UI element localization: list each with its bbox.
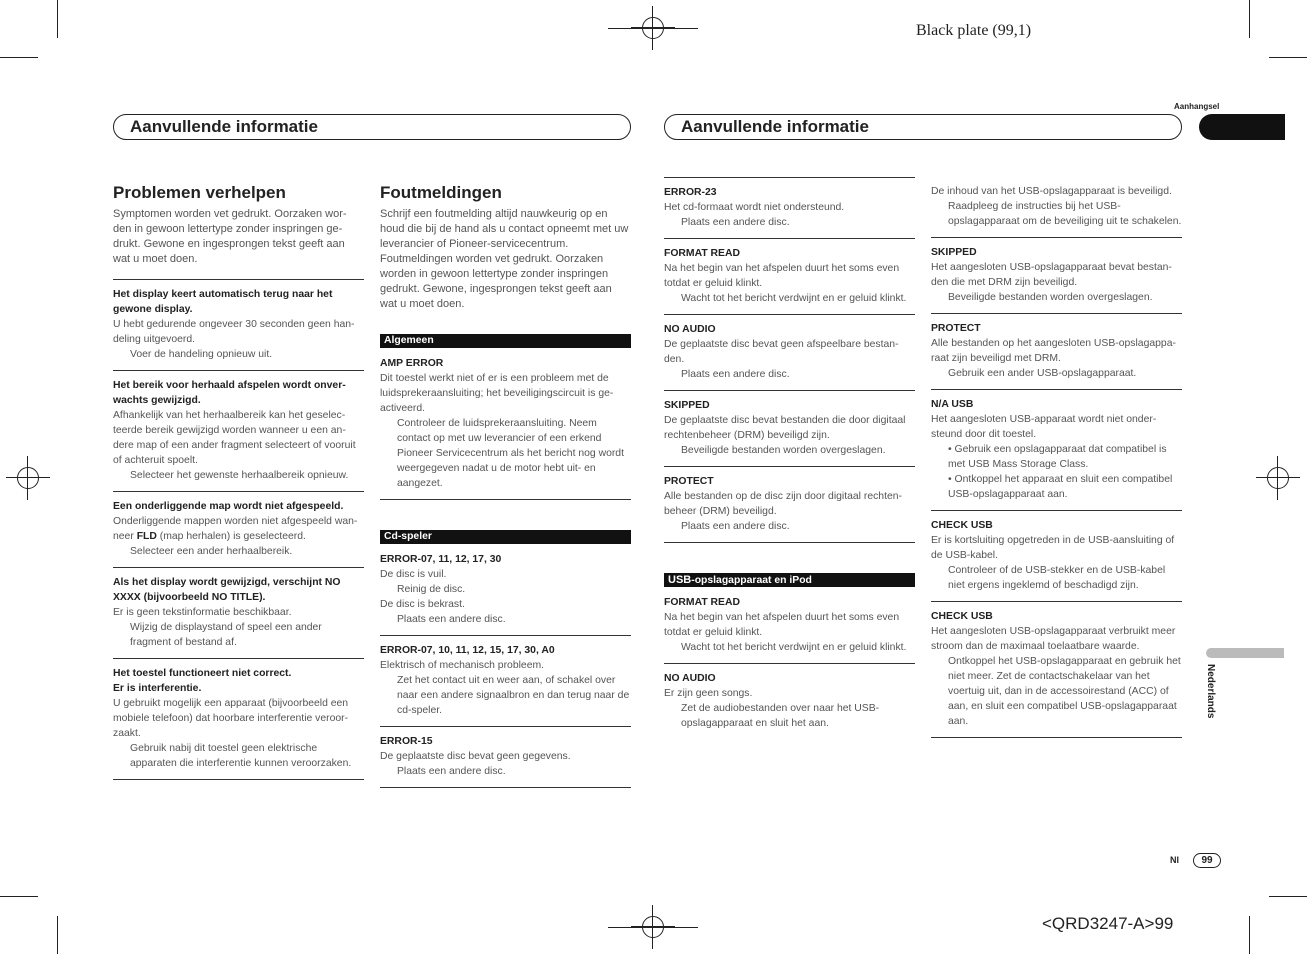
plate-label: Black plate (99,1): [916, 22, 1032, 39]
crop-mark-tl-h: [0, 57, 38, 58]
error-item: PROTECT Alle bestanden op de disc zijn door digitaal rechten-beheer (DRM) beveiligd. Plaats een andere disc.: [664, 466, 915, 543]
error-messages-intro: Schrijf een foutmelding altijd nauwkeurig op en houd die bij de hand als u contact opneemt met uw leverancier of Pioneer-servicecentrum. Foutmeldingen worden vet gedrukt. Oorzaken worden in gewoon lettertype zonder inspringen gedrukt. Gewone, ingesprongen tekst geeft aan wat u moet doen.: [380, 208, 629, 310]
trouble-item: Het display keert automatisch terug naar het gewone display. U hebt gedurende ongeveer 30 seconden geen han-deling uitgevoerd. Voer de handeling opnieuw uit.: [113, 279, 364, 370]
registration-mark-left: [6, 456, 50, 500]
trouble-item: Als het display wordt gewijzigd, verschijnt NO XXXX (bijvoorbeeld NO TITLE). Er is geen tekstinformatie beschikbaar. Wijzig de displaystand of speel een ander fragment of bestand af.: [113, 567, 364, 658]
troubleshooting-intro: Symptomen worden vet gedrukt. Oorzaken wor-den in gewoon lettertype zonder inspringen ge-drukt. Gewone en ingesprongen tekst geeft aan wat u moet doen.: [113, 208, 347, 265]
error-item: AMP ERROR Dit toestel werkt niet of er is een probleem met de luidsprekeraansluiting; het beveiligingscircuit is ge-activeerd. Controleer de luidsprekeraansluiting. Neem contact op met uw leverancier of een erkend Pioneer Servicecentrum als het bericht nog wordt weergegeven nadat u de motor hebt uit- en aangezet.: [380, 358, 624, 489]
header-left-title: Aanvullende informatie: [130, 117, 318, 136]
error-item: ERROR-07, 11, 12, 17, 30 De disc is vuil. Reinig de disc. De disc is bekrast. Plaats een andere disc.: [380, 554, 506, 625]
error-item: FORMAT READ Na het begin van het afspelen duurt het soms even totdat er geluid klinkt. Wacht tot het bericht verdwijnt en er geluid klinkt.: [664, 597, 907, 653]
crop-mark-br-v: [1249, 916, 1250, 954]
trouble-item: Het toestel functioneert niet correct. Er is interferentie. U gebruikt mogelijk een apparaat (bijvoorbeeld een mobiele telefoon) dat hoorbare interferentie veroor-zaakt. Gebruik nabij dit toestel geen elektrische apparaten die interferentie kunnen veroorzaken.: [113, 658, 364, 780]
page-language: Nl: [1170, 855, 1179, 865]
section-cd-player: Cd-speler: [380, 530, 631, 544]
language-tab-label: Nederlands: [1205, 664, 1216, 719]
document-code: <QRD3247-A>99: [1042, 914, 1174, 933]
error-item: ERROR-07, 10, 11, 12, 15, 17, 30, A0 Elektrisch of mechanisch probleem. Zet het contact uit en weer aan, of schakel over naar een andere signaalbron en dan terug naar de cd-speler.: [380, 635, 631, 726]
crop-mark-tr-v: [1249, 0, 1250, 38]
header-left: [113, 114, 631, 140]
error-item: NO AUDIO Er zijn geen songs. Zet de audiobestanden over naar het USB-opslagapparaat en sluit het aan.: [664, 663, 915, 739]
column-error-messages: [380, 185, 631, 788]
error-item: CHECK USB Er is kortsluiting opgetreden in de USB-aansluiting of de USB-kabel. Controleer of de USB-stekker en de USB-kabel niet ergens ingeklemd of beschadigd zijn.: [931, 510, 1182, 601]
page-number: 99: [1193, 853, 1221, 868]
error-item: FORMAT READ Na het begin van het afspelen duurt het soms even totdat er geluid klinkt. Wacht tot het bericht verdwijnt en er geluid klinkt.: [664, 238, 915, 314]
error-item: NO AUDIO De geplaatste disc bevat geen afspeelbare bestan-den. Plaats een andere disc.: [664, 314, 915, 390]
crop-mark-bl-h: [0, 896, 38, 897]
header-right: [664, 114, 1182, 140]
registration-line-bottom: [608, 927, 698, 928]
error-item: ERROR-23 Het cd-formaat wordt niet ondersteund. Plaats een andere disc.: [664, 177, 915, 238]
troubleshooting-title: Problemen verhelpen: [113, 183, 286, 202]
error-item: CHECK USB Het aangesloten USB-opslagapparaat verbruikt meer stroom dan de maximaal toelaatbare waarde. Ontkoppel het USB-opslagapparaat en gebruik het niet meer. Zet de contactschakelaar van het voertuig uit, dan in de accessoirestand (ACC) of aan, en sluit een compatibel USB-opslagapparaat aan.: [931, 601, 1182, 738]
trouble-item: Het bereik voor herhaald afspelen wordt onver-wachts gewijzigd. Afhankelijk van het herhaalbereik kan het geselec-teerde bereik gewijzigd worden wanneer u een an-dere map of een ander fragment selecteert of vooruit of achteruit spoelt. Selecteer het gewenste herhaalbereik opnieuw.: [113, 370, 364, 491]
trouble-item: Een onderliggende map wordt niet afgespeeld. Onderliggende mappen worden niet afgespeeld wan-neer FLD (map herhalen) is geselecteerd. Selecteer een ander herhaalbereik.: [113, 491, 364, 567]
crop-mark-bl-v: [57, 916, 58, 954]
error-item: De inhoud van het USB-opslagapparaat is beveiligd. Raadpleeg de instructies bij het USB-opslagapparaat om de beveiliging uit te schakelen.: [931, 186, 1182, 227]
column-error-messages-cont: [664, 177, 915, 739]
crop-mark-tl-v: [57, 0, 58, 38]
crop-mark-tr-h: [1269, 57, 1307, 58]
error-item: SKIPPED De geplaatste disc bevat bestanden die door digitaal rechtenbeheer (DRM) beveiligd zijn. Beveiligde bestanden worden overgeslagen.: [664, 390, 915, 466]
column-troubleshooting: [113, 185, 364, 780]
section-tab: [1199, 114, 1285, 140]
section-general: Algemeen: [380, 334, 631, 348]
registration-mark-right: [1256, 456, 1300, 500]
language-tab-marker: [1206, 648, 1284, 658]
section-label: Aanhangsel: [1174, 102, 1220, 111]
registration-line-right: [608, 28, 698, 29]
error-item: N/A USB Het aangesloten USB-apparaat wordt niet onder-steund door dit toestel. • Gebruik een opslagapparaat dat compatibel is met USB Mass Storage Class. • Ontkoppel het apparaat en sluit een compatibel USB-opslagapparaat aan.: [931, 389, 1182, 510]
header-right-title: Aanvullende informatie: [681, 117, 869, 136]
crop-mark-br-h: [1269, 896, 1307, 897]
error-item: SKIPPED Het aangesloten USB-opslagapparaat bevat bestan-den die met DRM zijn beveiligd. Beveiligde bestanden worden overgeslagen.: [931, 237, 1182, 313]
section-usb-ipod: USB-opslagapparaat en iPod: [664, 573, 915, 587]
error-messages-title: Foutmeldingen: [380, 183, 502, 202]
error-item: PROTECT Alle bestanden op het aangesloten USB-opslagappa-raat zijn beveiligd met DRM. Gebruik een ander USB-opslagapparaat.: [931, 313, 1182, 389]
column-usb-errors: [931, 184, 1182, 738]
error-item: ERROR-15 De geplaatste disc bevat geen gegevens. Plaats een andere disc.: [380, 726, 631, 788]
